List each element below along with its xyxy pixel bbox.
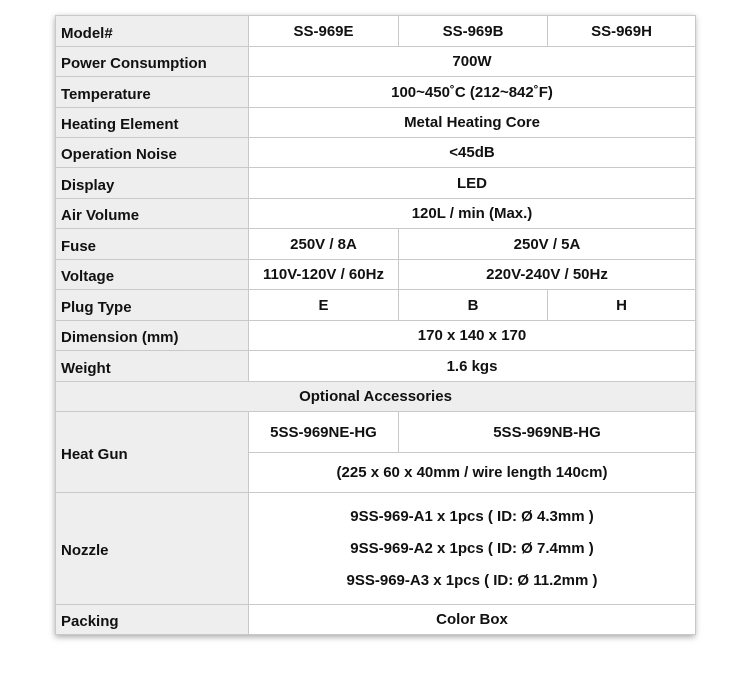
value-nozzle: [249, 493, 696, 605]
row-packing: [56, 605, 696, 635]
value-heat-gun-nb: 5SS-969NB-HG: [399, 412, 696, 453]
row-heating: [56, 108, 696, 138]
value-plug-b: B: [399, 290, 548, 321]
label-fuse: Fuse: [56, 229, 249, 260]
value-plug-h: H: [548, 290, 696, 321]
label-packing: Packing: [56, 605, 249, 635]
label-display: Display: [56, 168, 249, 199]
value-model-b: SS-969B: [399, 16, 548, 47]
label-model: Model#: [56, 16, 249, 47]
row-dimension: [56, 321, 696, 351]
label-dimension: Dimension (mm): [56, 321, 249, 351]
row-power: [56, 47, 696, 77]
value-fuse-220v: 250V / 5A: [399, 229, 696, 260]
nozzle-item-a1: 9SS-969-A1 x 1pcs ( ID: Ø 4.3mm ): [350, 507, 594, 525]
row-temperature: [56, 77, 696, 108]
row-display: [56, 168, 696, 199]
value-model-h: SS-969H: [548, 16, 696, 47]
label-noise: Operation Noise: [56, 138, 249, 168]
label-plug: Plug Type: [56, 290, 249, 321]
value-noise: <45dB: [249, 138, 696, 168]
value-heat-gun-ne: 5SS-969NE-HG: [249, 412, 399, 453]
row-voltage: [56, 260, 696, 290]
label-power: Power Consumption: [56, 47, 249, 77]
value-power: 700W: [249, 47, 696, 77]
value-model-e: SS-969E: [249, 16, 399, 47]
value-plug-e: E: [249, 290, 399, 321]
value-heating: Metal Heating Core: [249, 108, 696, 138]
row-plug: [56, 290, 696, 321]
value-packing: Color Box: [249, 605, 696, 635]
nozzle-item-a2: 9SS-969-A2 x 1pcs ( ID: Ø 7.4mm ): [350, 539, 594, 557]
label-nozzle: Nozzle: [56, 493, 249, 605]
section-title: Optional Accessories: [56, 382, 696, 412]
value-voltage-110v: 110V-120V / 60Hz: [249, 260, 399, 290]
row-air: [56, 199, 696, 229]
label-heating: Heating Element: [56, 108, 249, 138]
label-voltage: Voltage: [56, 260, 249, 290]
value-temperature: 100~450˚C (212~842˚F): [249, 77, 696, 108]
value-display: LED: [249, 168, 696, 199]
label-air: Air Volume: [56, 199, 249, 229]
spec-table: [55, 15, 696, 635]
row-heat-gun-models: [56, 412, 696, 453]
row-accessories-title: [56, 382, 696, 412]
value-dimension: 170 x 140 x 170: [249, 321, 696, 351]
row-fuse: [56, 229, 696, 260]
spec-sheet: [55, 15, 695, 635]
row-noise: [56, 138, 696, 168]
row-nozzle: [56, 493, 696, 605]
label-heat-gun: Heat Gun: [56, 412, 249, 493]
label-temperature: Temperature: [56, 77, 249, 108]
row-weight: [56, 351, 696, 382]
value-air: 120L / min (Max.): [249, 199, 696, 229]
value-heat-gun-spec: (225 x 60 x 40mm / wire length 140cm): [249, 453, 696, 493]
row-model: [56, 16, 696, 47]
value-fuse-110v: 250V / 8A: [249, 229, 399, 260]
label-weight: Weight: [56, 351, 249, 382]
value-voltage-220v: 220V-240V / 50Hz: [399, 260, 696, 290]
nozzle-item-a3: 9SS-969-A3 x 1pcs ( ID: Ø 11.2mm ): [346, 571, 598, 589]
value-weight: 1.6 kgs: [249, 351, 696, 382]
